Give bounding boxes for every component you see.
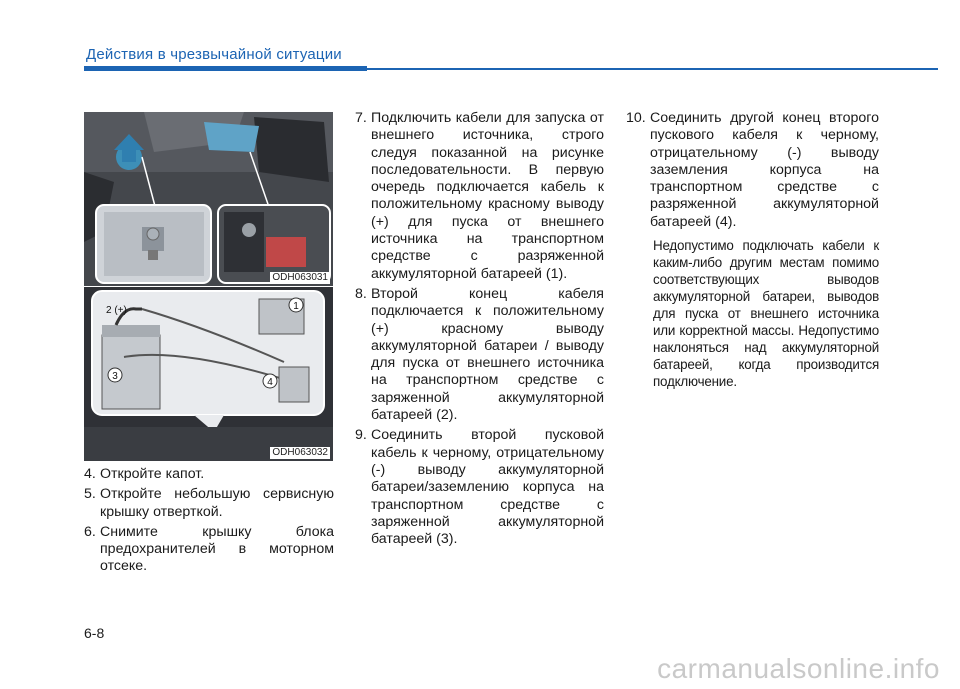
step-text: Снимите крышку блока предохранителей в моторном отсеке. <box>100 523 334 575</box>
step-number: 7. <box>355 110 367 126</box>
figure-code-label: ODH063032 <box>272 447 328 458</box>
watermark: carmanualsonline.info <box>657 653 940 684</box>
steps-column-2 <box>355 110 604 551</box>
step-number: 10. <box>626 110 646 126</box>
section-title: Действия в чрезвычайной ситуации <box>86 46 342 63</box>
list-item <box>84 486 334 521</box>
step-text: Откройте капот. <box>100 466 205 482</box>
step-text: Соединить второй пусковой кабель к черному, отрицательному (-) выводу аккумуляторной батареи/заземлению корпуса на транспортном средстве с заряженной аккумуляторной батареей (3). <box>371 427 604 548</box>
step-text: Откройте небольшую сервисную крышку отверткой. <box>100 486 334 520</box>
step-text: Соединить другой конец второго пускового кабеля к черному, отрицательному (-) выводу заземления корпуса на транспортном средстве с разряженной аккумуляторной батареей (4). <box>650 110 879 230</box>
engine-bay-illustration <box>84 112 333 286</box>
list-item <box>626 110 879 231</box>
step-text: Второй конец кабеля подключается к положительному (+) красному выводу аккумуляторной батареи / выводу для пуска от внешнего источника на транспортном средстве с заряженной аккумуляторной батареей (2). <box>371 285 604 424</box>
list-item <box>355 286 604 424</box>
page-number: 6-8 <box>84 625 105 641</box>
step-text: Подключить кабели для запуска от внешнего источника, строго следуя показанной на рисунке последовательности. В первую очередь подключается кабель к положительному красному выводу (+) для пуска от внешнего источника на транспортном средстве с разряженной аккумуляторной батареей (1). <box>371 110 604 282</box>
step-number: 9. <box>355 427 367 444</box>
jump-start-illustration <box>84 287 333 461</box>
callout-4: 4 <box>267 377 273 388</box>
figure-jump-start-diagram <box>84 287 333 461</box>
list-item <box>355 427 604 548</box>
step-number: 8. <box>355 285 367 302</box>
list-item <box>355 110 604 283</box>
list-item <box>84 466 334 483</box>
steps-column-3 <box>626 110 879 390</box>
callout-3: 3 <box>112 371 118 382</box>
warning-note: Недопустимо подключать кабели к каким-либо другим местам помимо соответствующих выводов аккумуляторной батареи, выводов для пуска от внешнего источника или корректной массы. Недопустимо наклоняться над аккумуляторной батареей, когда производится подключение. <box>653 238 879 390</box>
callout-1: 1 <box>293 301 299 312</box>
step-number: 5. <box>84 486 96 503</box>
step-number: 4. <box>84 466 96 482</box>
steps-column-1 <box>84 466 334 579</box>
callout-2: 2 (+) <box>106 305 127 316</box>
figure-engine-bay <box>84 112 333 286</box>
header-rule-thick <box>84 66 367 71</box>
list-item <box>84 524 334 576</box>
header-rule-thin <box>367 68 938 70</box>
step-number: 6. <box>84 523 96 540</box>
figure-code-label: ODH063031 <box>272 272 328 283</box>
